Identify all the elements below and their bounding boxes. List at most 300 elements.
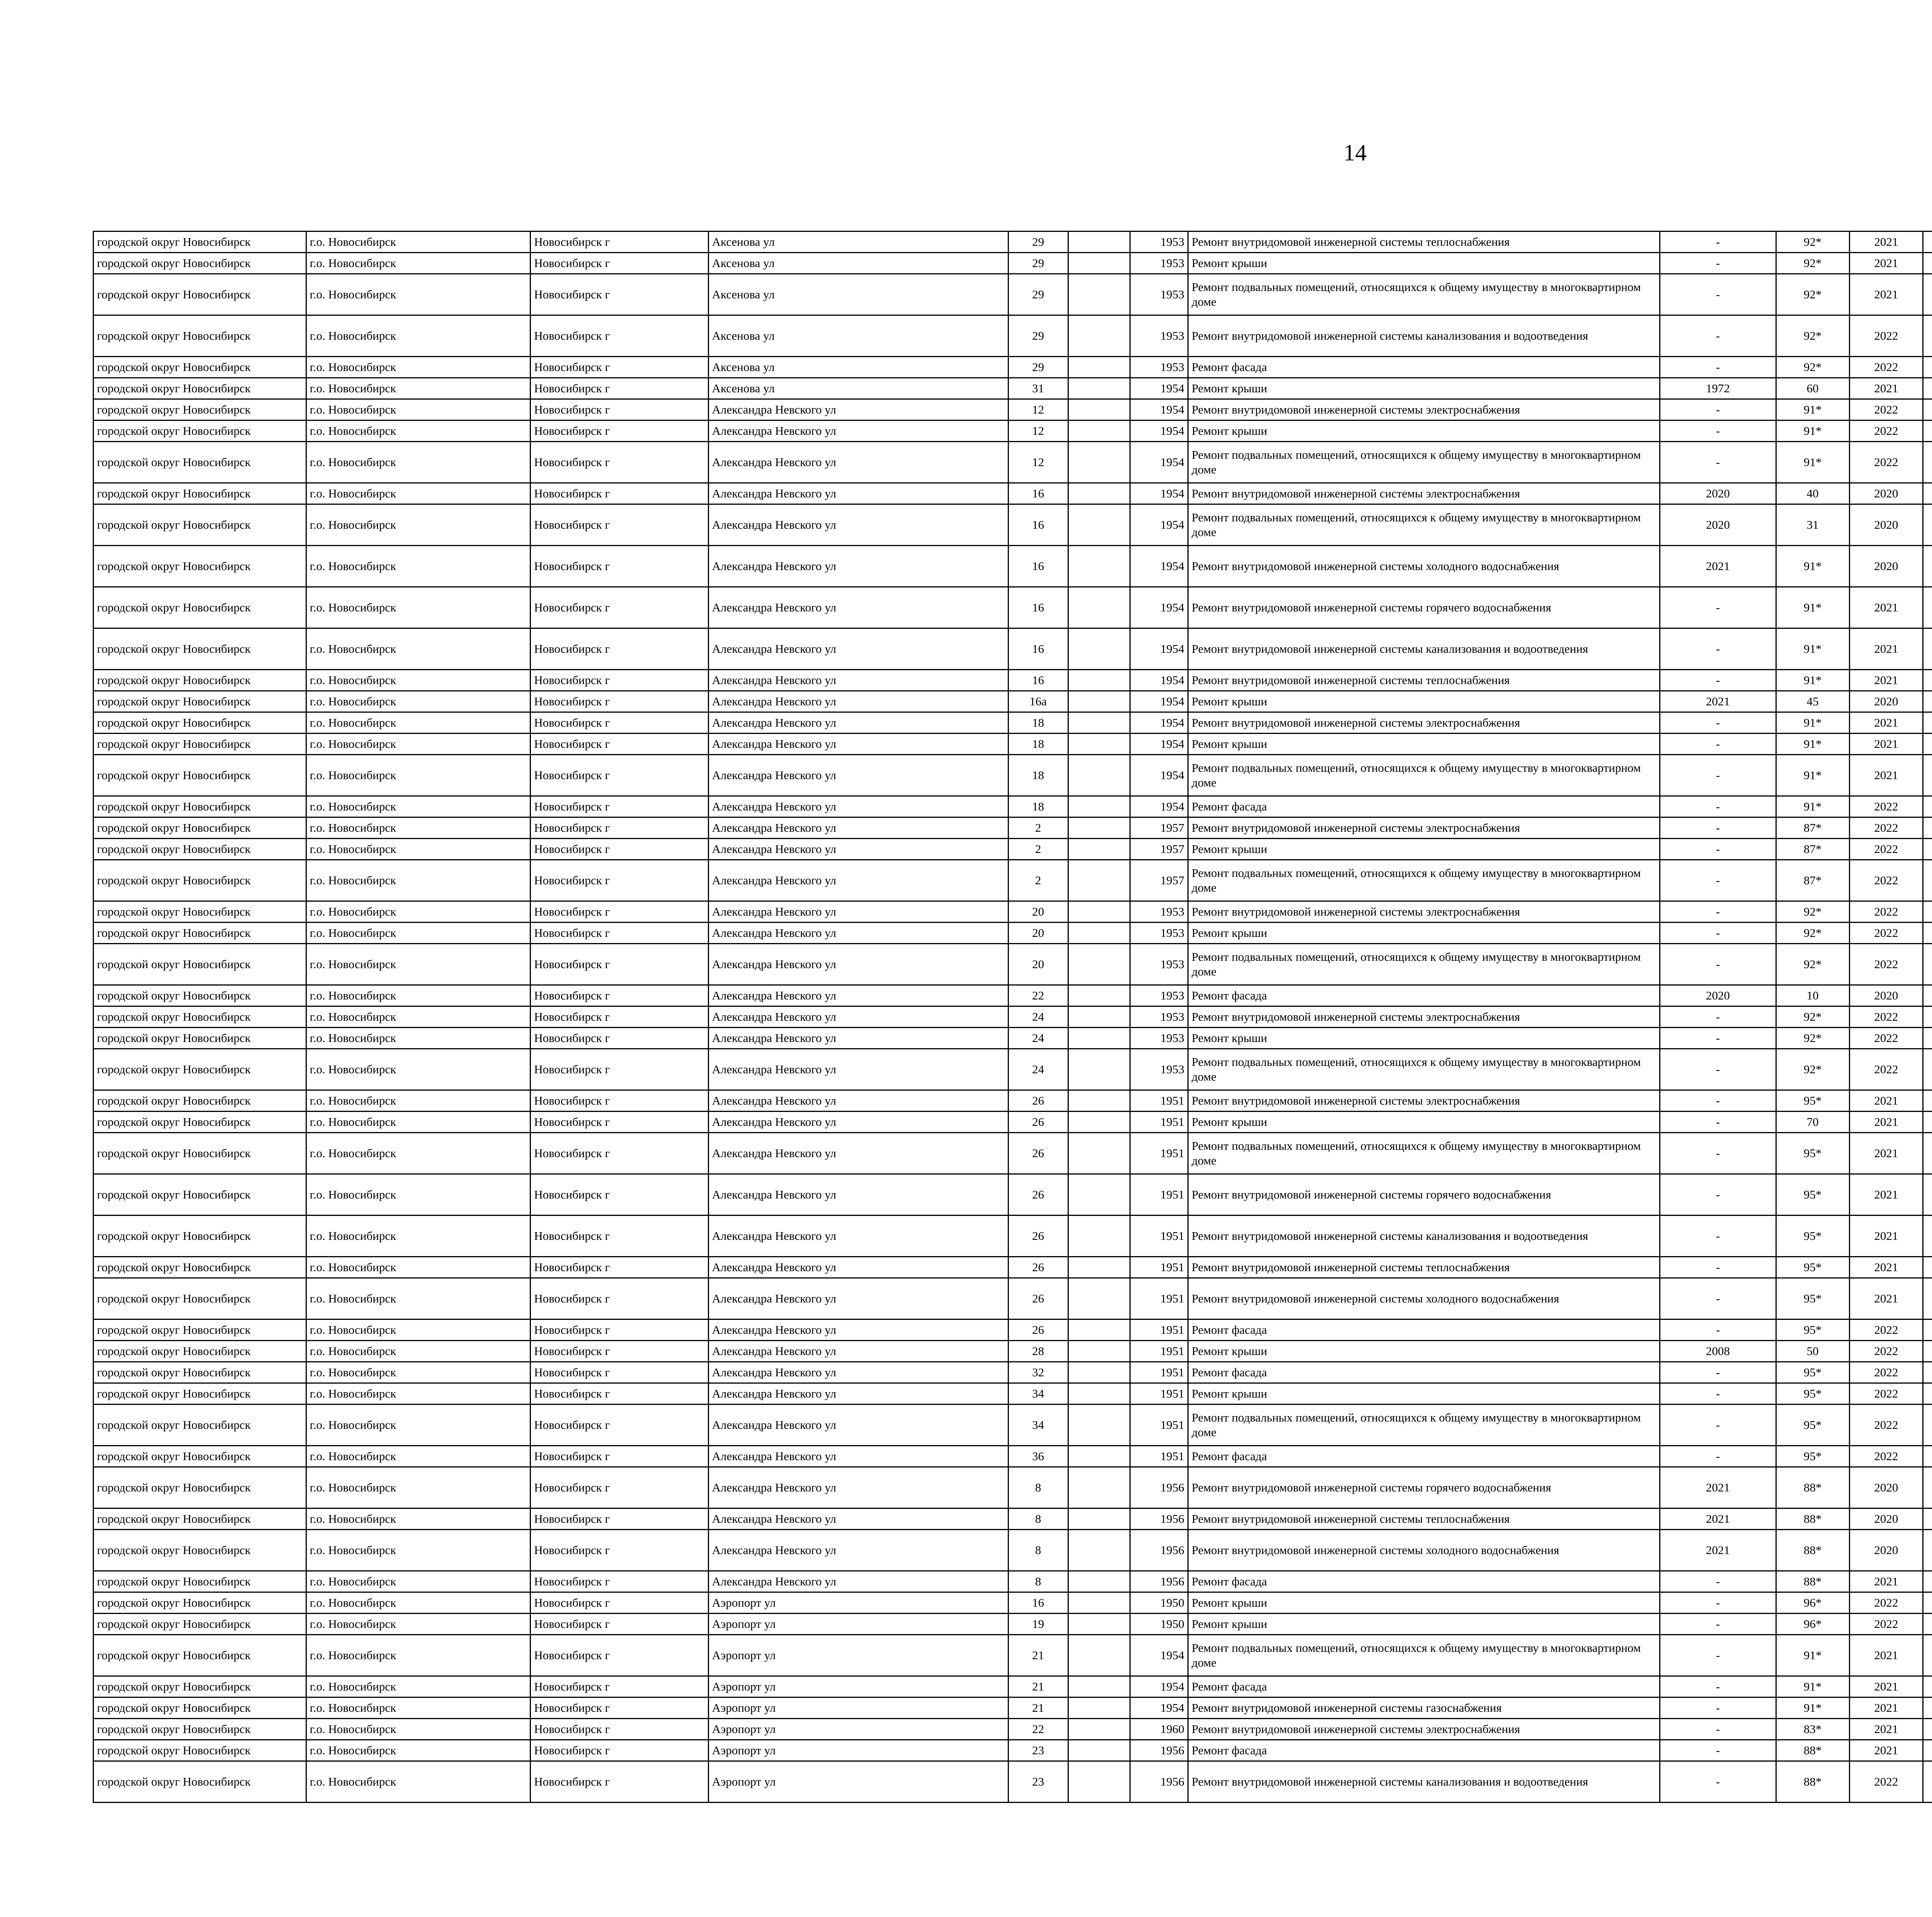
cell-last-repair-year: 2020 xyxy=(1660,483,1776,504)
cell-street: Александра Невского ул xyxy=(708,1467,1008,1508)
cell-start-year: 2021 xyxy=(1849,1740,1923,1761)
cell-end-year xyxy=(1923,839,1932,860)
table-row xyxy=(94,1278,1932,1319)
cell-street: Аэропорт ул xyxy=(708,1635,1008,1676)
cell-building-letter xyxy=(1068,1676,1130,1697)
cell-last-repair-year: - xyxy=(1660,1090,1776,1112)
cell-building-letter xyxy=(1068,587,1130,628)
cell-work-type: Ремонт крыши xyxy=(1188,1383,1660,1405)
cell-work-type: Ремонт внутридомовой инженерной системы электроснабжения xyxy=(1188,901,1660,923)
cell-last-repair-year: - xyxy=(1660,421,1776,442)
cell-locality: Новосибирск г xyxy=(531,483,708,504)
cell-built-year: 1954 xyxy=(1130,691,1188,712)
table-row xyxy=(94,1446,1932,1467)
cell-work-type: Ремонт крыши xyxy=(1188,839,1660,860)
cell-wear-percent: 92* xyxy=(1776,901,1849,923)
cell-house-number: 18 xyxy=(1008,755,1068,796)
cell-street: Александра Невского ул xyxy=(708,1341,1008,1362)
cell-house-number: 21 xyxy=(1008,1676,1068,1697)
cell-building-letter xyxy=(1068,504,1130,546)
cell-settlement: г.о. Новосибирск xyxy=(306,923,531,944)
cell-last-repair-year: - xyxy=(1660,1133,1776,1174)
cell-last-repair-year: - xyxy=(1660,628,1776,670)
cell-locality: Новосибирск г xyxy=(531,901,708,923)
cell-last-repair-year: - xyxy=(1660,1319,1776,1341)
cell-municipality: городской округ Новосибирск xyxy=(94,1614,306,1635)
cell-start-year: 2022 xyxy=(1849,1405,1923,1446)
cell-settlement: г.о. Новосибирск xyxy=(306,985,531,1006)
cell-end-year xyxy=(1923,1028,1932,1049)
cell-settlement: г.о. Новосибирск xyxy=(306,1592,531,1614)
table-row xyxy=(94,315,1932,357)
cell-work-type: Ремонт крыши xyxy=(1188,421,1660,442)
cell-street: Аксенова ул xyxy=(708,378,1008,399)
cell-last-repair-year: - xyxy=(1660,1362,1776,1383)
cell-work-type: Ремонт фасада xyxy=(1188,796,1660,817)
cell-start-year: 2021 xyxy=(1849,755,1923,796)
cell-work-type: Ремонт внутридомовой инженерной системы электроснабжения xyxy=(1188,399,1660,421)
cell-municipality: городской округ Новосибирск xyxy=(94,985,306,1006)
page-number: 14 xyxy=(1344,140,1367,165)
cell-settlement: г.о. Новосибирск xyxy=(306,1174,531,1216)
cell-last-repair-year: - xyxy=(1660,1028,1776,1049)
table-row xyxy=(94,546,1932,587)
cell-building-letter xyxy=(1068,1508,1130,1530)
cell-municipality: городской округ Новосибирск xyxy=(94,1319,306,1341)
cell-settlement: г.о. Новосибирск xyxy=(306,734,531,755)
cell-building-letter xyxy=(1068,1697,1130,1719)
cell-end-year xyxy=(1923,1761,1932,1803)
cell-wear-percent: 91* xyxy=(1776,1697,1849,1719)
cell-locality: Новосибирск г xyxy=(531,378,708,399)
table-row xyxy=(94,1362,1932,1383)
cell-street: Аэропорт ул xyxy=(708,1719,1008,1740)
cell-end-year xyxy=(1923,1112,1932,1133)
cell-street: Александра Невского ул xyxy=(708,1216,1008,1257)
cell-built-year: 1950 xyxy=(1130,1614,1188,1635)
cell-settlement: г.о. Новосибирск xyxy=(306,1446,531,1467)
cell-building-letter xyxy=(1068,712,1130,734)
cell-municipality: городской округ Новосибирск xyxy=(94,628,306,670)
cell-built-year: 1954 xyxy=(1130,1676,1188,1697)
cell-house-number: 18 xyxy=(1008,734,1068,755)
cell-built-year: 1954 xyxy=(1130,378,1188,399)
cell-end-year xyxy=(1923,1614,1932,1635)
cell-built-year: 1953 xyxy=(1130,1006,1188,1028)
cell-municipality: городской округ Новосибирск xyxy=(94,1028,306,1049)
cell-end-year xyxy=(1923,1676,1932,1697)
cell-start-year: 2021 xyxy=(1849,1719,1923,1740)
cell-municipality: городской округ Новосибирск xyxy=(94,1508,306,1530)
cell-house-number: 16 xyxy=(1008,504,1068,546)
cell-house-number: 24 xyxy=(1008,1049,1068,1090)
cell-built-year: 1954 xyxy=(1130,546,1188,587)
cell-settlement: г.о. Новосибирск xyxy=(306,901,531,923)
cell-house-number: 18 xyxy=(1008,796,1068,817)
cell-municipality: городской округ Новосибирск xyxy=(94,1133,306,1174)
cell-house-number: 16 xyxy=(1008,546,1068,587)
cell-last-repair-year: - xyxy=(1660,357,1776,378)
cell-house-number: 12 xyxy=(1008,421,1068,442)
cell-last-repair-year: - xyxy=(1660,944,1776,985)
cell-last-repair-year: - xyxy=(1660,1446,1776,1467)
cell-house-number: 22 xyxy=(1008,1719,1068,1740)
cell-start-year: 2021 xyxy=(1849,1676,1923,1697)
cell-start-year: 2022 xyxy=(1849,1592,1923,1614)
cell-house-number: 26 xyxy=(1008,1112,1068,1133)
cell-street: Аэропорт ул xyxy=(708,1676,1008,1697)
cell-building-letter xyxy=(1068,442,1130,483)
cell-end-year xyxy=(1923,1216,1932,1257)
cell-wear-percent: 96* xyxy=(1776,1614,1849,1635)
cell-start-year: 2021 xyxy=(1849,587,1923,628)
cell-start-year: 2022 xyxy=(1849,1049,1923,1090)
cell-built-year: 1954 xyxy=(1130,755,1188,796)
cell-end-year xyxy=(1923,901,1932,923)
cell-built-year: 1954 xyxy=(1130,483,1188,504)
cell-last-repair-year: - xyxy=(1660,1216,1776,1257)
cell-work-type: Ремонт фасада xyxy=(1188,985,1660,1006)
cell-municipality: городской округ Новосибирск xyxy=(94,315,306,357)
cell-end-year xyxy=(1923,253,1932,274)
table-row xyxy=(94,1341,1932,1362)
cell-wear-percent: 95* xyxy=(1776,1133,1849,1174)
cell-wear-percent: 91* xyxy=(1776,1676,1849,1697)
cell-street: Александра Невского ул xyxy=(708,1319,1008,1341)
cell-start-year: 2020 xyxy=(1849,691,1923,712)
cell-municipality: городской округ Новосибирск xyxy=(94,1446,306,1467)
cell-municipality: городской округ Новосибирск xyxy=(94,755,306,796)
table-row xyxy=(94,670,1932,691)
cell-locality: Новосибирск г xyxy=(531,1112,708,1133)
cell-building-letter xyxy=(1068,1133,1130,1174)
table-row xyxy=(94,1049,1932,1090)
cell-wear-percent: 91* xyxy=(1776,628,1849,670)
cell-end-year xyxy=(1923,1257,1932,1278)
cell-street: Александра Невского ул xyxy=(708,817,1008,839)
cell-municipality: городской округ Новосибирск xyxy=(94,1719,306,1740)
cell-building-letter xyxy=(1068,357,1130,378)
cell-end-year xyxy=(1923,357,1932,378)
cell-start-year: 2022 xyxy=(1849,399,1923,421)
cell-street: Александра Невского ул xyxy=(708,1049,1008,1090)
cell-municipality: городской округ Новосибирск xyxy=(94,1592,306,1614)
cell-last-repair-year: 2020 xyxy=(1660,504,1776,546)
cell-work-type: Ремонт крыши xyxy=(1188,691,1660,712)
cell-municipality: городской округ Новосибирск xyxy=(94,839,306,860)
cell-last-repair-year: - xyxy=(1660,442,1776,483)
cell-built-year: 1951 xyxy=(1130,1341,1188,1362)
cell-locality: Новосибирск г xyxy=(531,985,708,1006)
cell-start-year: 2021 xyxy=(1849,1697,1923,1719)
cell-street: Александра Невского ул xyxy=(708,985,1008,1006)
cell-end-year xyxy=(1923,1006,1932,1028)
cell-built-year: 1953 xyxy=(1130,944,1188,985)
cell-settlement: г.о. Новосибирск xyxy=(306,1216,531,1257)
cell-building-letter xyxy=(1068,274,1130,315)
cell-wear-percent: 91* xyxy=(1776,755,1849,796)
cell-locality: Новосибирск г xyxy=(531,1614,708,1635)
table-row xyxy=(94,901,1932,923)
cell-settlement: г.о. Новосибирск xyxy=(306,1257,531,1278)
cell-municipality: городской округ Новосибирск xyxy=(94,1112,306,1133)
cell-built-year: 1953 xyxy=(1130,923,1188,944)
cell-work-type: Ремонт фасада xyxy=(1188,1446,1660,1467)
table-row xyxy=(94,796,1932,817)
cell-house-number: 26 xyxy=(1008,1174,1068,1216)
cell-work-type: Ремонт внутридомовой инженерной системы электроснабжения xyxy=(1188,1719,1660,1740)
table-row xyxy=(94,504,1932,546)
cell-municipality: городской округ Новосибирск xyxy=(94,1571,306,1592)
cell-built-year: 1954 xyxy=(1130,796,1188,817)
cell-built-year: 1950 xyxy=(1130,1592,1188,1614)
cell-built-year: 1951 xyxy=(1130,1446,1188,1467)
cell-wear-percent: 92* xyxy=(1776,1049,1849,1090)
cell-built-year: 1951 xyxy=(1130,1405,1188,1446)
cell-work-type: Ремонт внутридомовой инженерной системы канализования и водоотведения xyxy=(1188,315,1660,357)
cell-street: Александра Невского ул xyxy=(708,1006,1008,1028)
cell-end-year xyxy=(1923,944,1932,985)
cell-built-year: 1956 xyxy=(1130,1530,1188,1571)
cell-settlement: г.о. Новосибирск xyxy=(306,1112,531,1133)
cell-building-letter xyxy=(1068,1740,1130,1761)
cell-municipality: городской округ Новосибирск xyxy=(94,1216,306,1257)
cell-built-year: 1956 xyxy=(1130,1467,1188,1508)
cell-municipality: городской округ Новосибирск xyxy=(94,796,306,817)
cell-last-repair-year: - xyxy=(1660,253,1776,274)
cell-start-year: 2021 xyxy=(1849,1090,1923,1112)
table-row xyxy=(94,1133,1932,1174)
cell-wear-percent: 40 xyxy=(1776,483,1849,504)
cell-end-year xyxy=(1923,1467,1932,1508)
cell-building-letter xyxy=(1068,1592,1130,1614)
table-row xyxy=(94,1319,1932,1341)
cell-settlement: г.о. Новосибирск xyxy=(306,1676,531,1697)
cell-last-repair-year: 2008 xyxy=(1660,1341,1776,1362)
cell-end-year xyxy=(1923,421,1932,442)
cell-settlement: г.о. Новосибирск xyxy=(306,1090,531,1112)
cell-built-year: 1953 xyxy=(1130,985,1188,1006)
cell-start-year: 2020 xyxy=(1849,985,1923,1006)
cell-street: Аксенова ул xyxy=(708,232,1008,253)
cell-street: Аксенова ул xyxy=(708,315,1008,357)
table-row xyxy=(94,1530,1932,1571)
cell-building-letter xyxy=(1068,839,1130,860)
cell-last-repair-year: - xyxy=(1660,1383,1776,1405)
cell-locality: Новосибирск г xyxy=(531,357,708,378)
cell-work-type: Ремонт внутридомовой инженерной системы электроснабжения xyxy=(1188,817,1660,839)
cell-start-year: 2020 xyxy=(1849,1467,1923,1508)
cell-wear-percent: 95* xyxy=(1776,1174,1849,1216)
cell-building-letter xyxy=(1068,378,1130,399)
cell-built-year: 1954 xyxy=(1130,1635,1188,1676)
table-row xyxy=(94,712,1932,734)
cell-built-year: 1954 xyxy=(1130,442,1188,483)
cell-start-year: 2020 xyxy=(1849,1530,1923,1571)
cell-built-year: 1960 xyxy=(1130,1719,1188,1740)
cell-building-letter xyxy=(1068,670,1130,691)
cell-street: Александра Невского ул xyxy=(708,670,1008,691)
cell-wear-percent: 91* xyxy=(1776,421,1849,442)
cell-wear-percent: 95* xyxy=(1776,1405,1849,1446)
cell-building-letter xyxy=(1068,1049,1130,1090)
cell-house-number: 29 xyxy=(1008,274,1068,315)
cell-building-letter xyxy=(1068,796,1130,817)
cell-locality: Новосибирск г xyxy=(531,1362,708,1383)
cell-work-type: Ремонт подвальных помещений, относящихся к общему имуществу в многоквартирном доме xyxy=(1188,1635,1660,1676)
cell-start-year: 2022 xyxy=(1849,839,1923,860)
cell-house-number: 18 xyxy=(1008,712,1068,734)
cell-locality: Новосибирск г xyxy=(531,504,708,546)
cell-house-number: 8 xyxy=(1008,1508,1068,1530)
table-row xyxy=(94,860,1932,901)
cell-built-year: 1954 xyxy=(1130,504,1188,546)
cell-last-repair-year: 2021 xyxy=(1660,691,1776,712)
cell-building-letter xyxy=(1068,253,1130,274)
cell-end-year xyxy=(1923,232,1932,253)
cell-built-year: 1954 xyxy=(1130,670,1188,691)
cell-settlement: г.о. Новосибирск xyxy=(306,839,531,860)
cell-street: Александра Невского ул xyxy=(708,587,1008,628)
cell-start-year: 2021 xyxy=(1849,1216,1923,1257)
cell-wear-percent: 95* xyxy=(1776,1383,1849,1405)
table-row xyxy=(94,755,1932,796)
cell-street: Аэропорт ул xyxy=(708,1614,1008,1635)
cell-settlement: г.о. Новосибирск xyxy=(306,442,531,483)
cell-locality: Новосибирск г xyxy=(531,1405,708,1446)
table-row xyxy=(94,483,1932,504)
cell-built-year: 1951 xyxy=(1130,1133,1188,1174)
cell-built-year: 1953 xyxy=(1130,232,1188,253)
cell-built-year: 1954 xyxy=(1130,587,1188,628)
cell-start-year: 2021 xyxy=(1849,712,1923,734)
cell-work-type: Ремонт фасада xyxy=(1188,1740,1660,1761)
cell-locality: Новосибирск г xyxy=(531,1133,708,1174)
cell-built-year: 1954 xyxy=(1130,734,1188,755)
cell-street: Александра Невского ул xyxy=(708,1571,1008,1592)
cell-last-repair-year: - xyxy=(1660,817,1776,839)
cell-end-year xyxy=(1923,315,1932,357)
cell-settlement: г.о. Новосибирск xyxy=(306,1319,531,1341)
cell-building-letter xyxy=(1068,1028,1130,1049)
cell-locality: Новосибирск г xyxy=(531,1740,708,1761)
cell-house-number: 19 xyxy=(1008,1614,1068,1635)
cell-work-type: Ремонт внутридомовой инженерной системы теплоснабжения xyxy=(1188,1508,1660,1530)
cell-house-number: 24 xyxy=(1008,1028,1068,1049)
cell-start-year: 2022 xyxy=(1849,817,1923,839)
cell-work-type: Ремонт фасада xyxy=(1188,1676,1660,1697)
cell-start-year: 2021 xyxy=(1849,274,1923,315)
cell-end-year xyxy=(1923,670,1932,691)
cell-built-year: 1954 xyxy=(1130,628,1188,670)
cell-municipality: городской округ Новосибирск xyxy=(94,1257,306,1278)
cell-locality: Новосибирск г xyxy=(531,1341,708,1362)
cell-wear-percent: 95* xyxy=(1776,1216,1849,1257)
cell-settlement: г.о. Новосибирск xyxy=(306,1614,531,1635)
cell-locality: Новосибирск г xyxy=(531,796,708,817)
cell-municipality: городской округ Новосибирск xyxy=(94,1635,306,1676)
cell-street: Аэропорт ул xyxy=(708,1740,1008,1761)
table-row xyxy=(94,817,1932,839)
cell-work-type: Ремонт внутридомовой инженерной системы электроснабжения xyxy=(1188,483,1660,504)
cell-settlement: г.о. Новосибирск xyxy=(306,755,531,796)
cell-work-type: Ремонт крыши xyxy=(1188,734,1660,755)
cell-municipality: городской округ Новосибирск xyxy=(94,670,306,691)
cell-start-year: 2022 xyxy=(1849,860,1923,901)
cell-house-number: 21 xyxy=(1008,1635,1068,1676)
cell-street: Александра Невского ул xyxy=(708,399,1008,421)
cell-end-year xyxy=(1923,546,1932,587)
cell-work-type: Ремонт крыши xyxy=(1188,1592,1660,1614)
cell-municipality: городской округ Новосибирск xyxy=(94,1090,306,1112)
cell-end-year xyxy=(1923,860,1932,901)
cell-building-letter xyxy=(1068,232,1130,253)
cell-street: Александра Невского ул xyxy=(708,1112,1008,1133)
cell-municipality: городской округ Новосибирск xyxy=(94,1383,306,1405)
cell-built-year: 1956 xyxy=(1130,1508,1188,1530)
cell-last-repair-year: - xyxy=(1660,399,1776,421)
cell-settlement: г.о. Новосибирск xyxy=(306,274,531,315)
cell-house-number: 16 xyxy=(1008,483,1068,504)
cell-last-repair-year: - xyxy=(1660,901,1776,923)
cell-house-number: 20 xyxy=(1008,923,1068,944)
cell-locality: Новосибирск г xyxy=(531,1090,708,1112)
cell-built-year: 1951 xyxy=(1130,1090,1188,1112)
cell-street: Александра Невского ул xyxy=(708,546,1008,587)
cell-last-repair-year: - xyxy=(1660,1112,1776,1133)
cell-end-year xyxy=(1923,1740,1932,1761)
cell-building-letter xyxy=(1068,1174,1130,1216)
cell-wear-percent: 50 xyxy=(1776,1341,1849,1362)
cell-street: Аэропорт ул xyxy=(708,1697,1008,1719)
cell-settlement: г.о. Новосибирск xyxy=(306,1006,531,1028)
cell-work-type: Ремонт внутридомовой инженерной системы канализования и водоотведения xyxy=(1188,1761,1660,1803)
cell-house-number: 26 xyxy=(1008,1319,1068,1341)
cell-start-year: 2022 xyxy=(1849,421,1923,442)
cell-built-year: 1951 xyxy=(1130,1319,1188,1341)
cell-settlement: г.о. Новосибирск xyxy=(306,1530,531,1571)
cell-locality: Новосибирск г xyxy=(531,399,708,421)
cell-locality: Новосибирск г xyxy=(531,691,708,712)
cell-building-letter xyxy=(1068,1383,1130,1405)
cell-settlement: г.о. Новосибирск xyxy=(306,546,531,587)
table-row xyxy=(94,1216,1932,1257)
cell-work-type: Ремонт крыши xyxy=(1188,378,1660,399)
cell-house-number: 20 xyxy=(1008,901,1068,923)
cell-locality: Новосибирск г xyxy=(531,274,708,315)
cell-building-letter xyxy=(1068,399,1130,421)
cell-house-number: 29 xyxy=(1008,357,1068,378)
cell-wear-percent: 91* xyxy=(1776,734,1849,755)
cell-settlement: г.о. Новосибирск xyxy=(306,1133,531,1174)
cell-last-repair-year: - xyxy=(1660,1405,1776,1446)
cell-last-repair-year: - xyxy=(1660,923,1776,944)
table-row xyxy=(94,944,1932,985)
cell-last-repair-year: - xyxy=(1660,1049,1776,1090)
cell-wear-percent: 96* xyxy=(1776,1592,1849,1614)
cell-street: Александра Невского ул xyxy=(708,1174,1008,1216)
cell-start-year: 2021 xyxy=(1849,253,1923,274)
cell-end-year xyxy=(1923,1319,1932,1341)
table-row xyxy=(94,1761,1932,1803)
cell-locality: Новосибирск г xyxy=(531,1467,708,1508)
cell-settlement: г.о. Новосибирск xyxy=(306,421,531,442)
cell-house-number: 29 xyxy=(1008,315,1068,357)
table-row xyxy=(94,1635,1932,1676)
cell-last-repair-year: - xyxy=(1660,1571,1776,1592)
table-row xyxy=(94,734,1932,755)
cell-start-year: 2021 xyxy=(1849,232,1923,253)
